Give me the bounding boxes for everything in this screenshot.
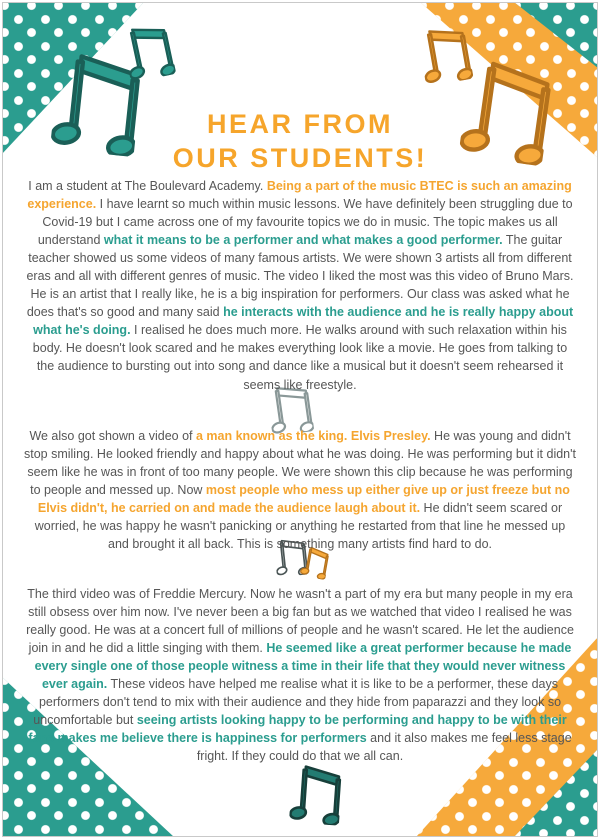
highlight-segment: what it means to be a performer and what makes a good performer.	[103, 232, 503, 247]
highlight-segment: he interacts with the audience and he is really happy about what he's doing.	[33, 305, 574, 338]
text-segment: He was young and didn't stop smiling. He looked friendly and happy about what he was doing. He was performing but it didn't seem like he was in front of too many people. We were shown this clip because he was performing to people and messed up. Now	[23, 428, 576, 497]
text-segment: I have learnt so much within music lessons. We have definitely been struggling due to Covid-19 but I came across one of my favourite topics we do in music. The topic makes us all understand	[37, 196, 573, 247]
highlight-segment: seeing artists looking happy to be performing and happy to be with their fans makes me believe there is happiness for performers	[28, 713, 567, 746]
highlight-segment: He seemed like a great performer because he made every single one of those people witness a time in their life that they would never witness ever again.	[34, 640, 572, 691]
testimonial-paragraph-2	[23, 427, 577, 554]
highlight-segment: most people who mess up either give up or just freeze but no Elvis didn't, he carried on and made the audience laugh about it.	[37, 482, 570, 515]
text-segment: I am a student at The Boulevard Academy.	[28, 178, 267, 193]
highlight-segment: Being a part of the music BTEC is such an amazing experience.	[27, 178, 572, 211]
poster-page	[2, 2, 598, 837]
text-segment: I realised he does much more. He walks around with such relaxation within his body. He doesn't look scared and he makes everything look like a movie. He goes from talking to the audience to bursting out into song and dance like a musical but it doesn't seem rehearsed it seems like freestyle.	[32, 323, 568, 392]
testimonial-paragraph-1	[23, 177, 577, 394]
testimonial-paragraph-3	[23, 585, 577, 766]
music-notes-icon	[416, 21, 473, 86]
music-notes-icon	[289, 761, 343, 825]
text-segment: and it also makes me feel less stage fright. If they could do that we all can.	[196, 731, 572, 764]
page-title	[3, 107, 597, 175]
text-segment: These videos have helped me realise what it is like to be a performer, these days performers don't tend to mix with their audience and they hide from paparazzi and they look so uncomfortable but	[33, 676, 562, 728]
highlight-segment: a man known as the king. Elvis Presley.	[195, 428, 431, 443]
page-title-line1: HEAR FROM	[207, 109, 393, 140]
text-segment: The guitar teacher showed us some videos of many famous artists. We were shown 3 artists all from different eras and all with different genres of music. The video I liked the most was this video of Bruno Mars. He is an artist that I really like, he is a big inspiration for performers. Our class was asked what he does that's so good and many said	[26, 232, 574, 320]
text-segment: The third video was of Freddie Mercury. Now he wasn't a part of my era but many people in my era still obsess over him now. I've never been a big fan but as we watched that video I realised he was really good. He was at a concert full of millions of people and he wasn't scared. He let the audience join in and he did a little singing with them.	[26, 586, 574, 655]
page-title-line2: OUR STUDENTS!	[172, 143, 428, 174]
text-segment: We also got shown a video of	[29, 428, 196, 443]
text-segment: He didn't seem scared or worried, he was happy he wasn't panicking or anything he restarted from that line he messed up and brought it all back. This is something many artists find hard to do.	[34, 500, 566, 552]
